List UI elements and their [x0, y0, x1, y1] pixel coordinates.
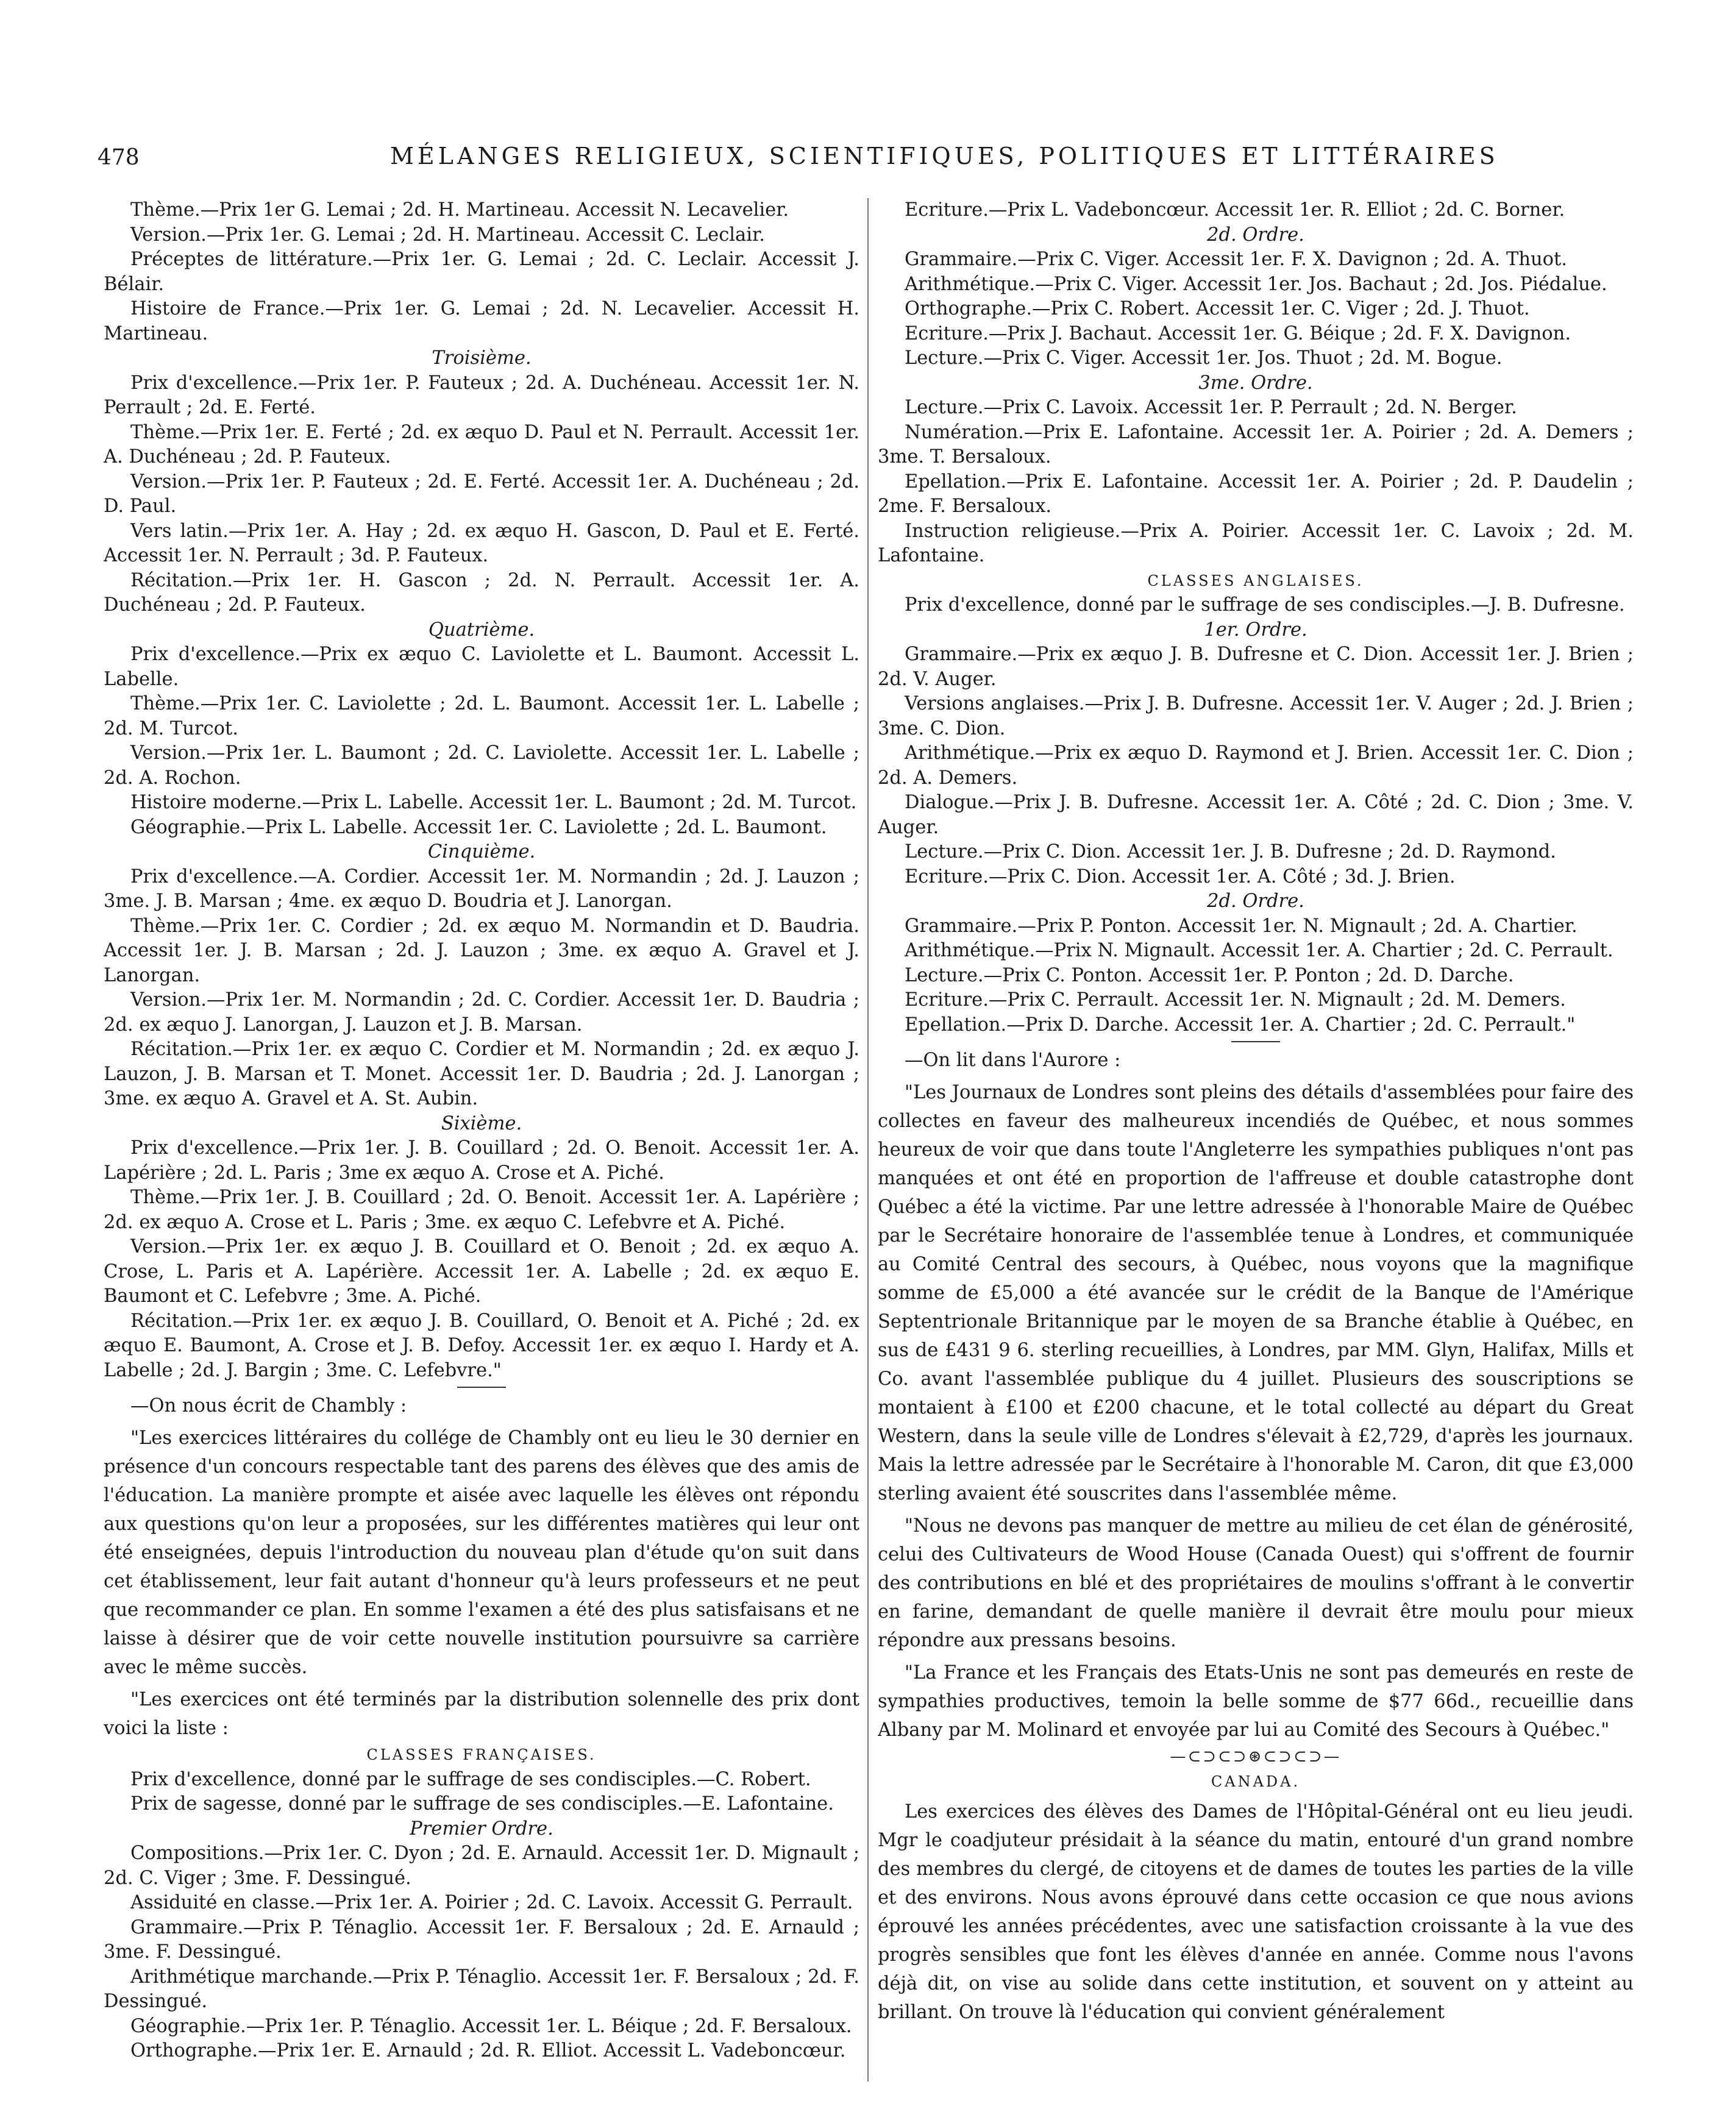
left-prize-entry: Compositions.—Prix 1er. C. Dyon ; 2d. E. Arnauld. Accessit 1er. D. Mignault ; 2d. C. Viger ; 3me. F. Dessingué.	[104, 1843, 859, 1889]
right-section-heading: 3me. Ordre.	[1198, 372, 1313, 394]
right-section-heading: 2d. Ordre.	[1207, 224, 1304, 246]
right-article-paragraph: "Les Journaux de Londres sont pleins des détails d'assemblées pour faire des collectes en faveur des malheureux incendiés de Québec, et nous sommes heureux de voir que dans toute l'Angleterre les sympathies publiques n'ont pas manquées et ont été en proportion de l'affreuse et double catastrophe dont Québec a été la victime. Par une lettre adressée à l'honorable Maire de Québec par le Secrétaire honoraire de l'assemblée tenue à Londres, et communiquée au Comité Central des secours, à Québec, nous voyons que la magnifique somme de £5,000 a été avancée sur le crédit de la Banque de l'Amérique Septentrionale Britannique par le moyen de sa Branche établie à Québec, en sus de £431 9 6. sterling recueillies, à Londres, par MM. Glyn, Halifax, Mills et Co. avant l'assemblée publique du 4 juillet. Plusieurs des souscriptions se montaient à £100 et £200 chacune, et le total collecté au départ du Great Western, dans la seule ville de Londres s'élevait à £2,729, d'après les journaux. Mais la lettre adressée par le Secrétaire à l'honorable M. Caron, dit que £3,000 sterling avaient été souscrites dans l'assemblée même.	[878, 1082, 1634, 1504]
left-prize-entry: Récitation.—Prix 1er. ex æquo J. B. Couillard, O. Benoit et A. Piché ; 2d. ex æquo E. Baumont, A. Crose et J. B. Defoy. Accessit 1er. ex æquo I. Hardy et A. Labelle ; 2d. J. Bargin ; 3me. C. Lefebvre."	[104, 1310, 859, 1381]
right-prize-entry: Prix d'excellence, donné par le suffrage de ses condisciples.—J. B. Dufresne.	[905, 594, 1625, 616]
left-prize-entry: Histoire moderne.—Prix L. Labelle. Accessit 1er. L. Baumont ; 2d. M. Turcot.	[130, 792, 857, 813]
page-header	[98, 140, 1640, 177]
left-article-paragraph: "Les exercices ont été terminés par la distribution solennelle des prix dont voici la liste :	[104, 1689, 859, 1739]
left-prize-entry: Récitation.—Prix 1er. ex æquo C. Cordier et M. Normandin ; 2d. ex æquo J. Lauzon, J. B. Marsan et T. Monet. Accessit 1er. D. Baudria ; 2d. J. Lanorgan ; 3me. ex æquo A. Gravel et A. St. Aubin.	[104, 1039, 859, 1109]
left-prize-entry: Prix d'excellence.—Prix ex æquo C. Laviolette et L. Baumont. Accessit L. Labelle.	[104, 644, 859, 690]
right-prize-entry: Lecture.—Prix C. Dion. Accessit 1er. J. B. Dufresne ; 2d. D. Raymond.	[905, 841, 1556, 862]
right-section-heading: 2d. Ordre.	[1207, 891, 1304, 912]
right-prize-entry: Ecriture.—Prix C. Perrault. Accessit 1er. N. Mignault ; 2d. M. Demers.	[905, 989, 1566, 1011]
right-article-paragraph: "La France et les Français des Etats-Unis ne sont pas demeurés en reste de sympathies productives, temoin la belle somme de $77 66d., recueillie dans Albany par M. Molinard et envoyée par lui au Comité des Secours à Québec."	[878, 1662, 1634, 1741]
right-prize-entry: Versions anglaises.—Prix J. B. Dufresne. Accessit 1er. V. Auger ; 2d. J. Brien ; 3me. C. Dion.	[878, 693, 1634, 739]
left-prize-entry: Récitation.—Prix 1er. H. Gascon ; 2d. N. Perrault. Accessit 1er. A. Duchéneau ; 2d. P. Fauteux.	[104, 569, 859, 616]
right-prize-entry: Grammaire.—Prix P. Ponton. Accessit 1er. N. Mignault ; 2d. A. Chartier.	[905, 915, 1578, 937]
left-prize-entry: Histoire de France.—Prix 1er. G. Lemai ; 2d. N. Lecavelier. Accessit H. Martineau.	[104, 298, 859, 344]
left-section-heading: Premier Ordre.	[410, 1818, 553, 1840]
left-prize-entry: Géographie.—Prix L. Labelle. Accessit 1er. C. Laviolette ; 2d. L. Baumont.	[130, 816, 827, 838]
right-prize-entry: Ecriture.—Prix J. Bachaut. Accessit 1er. G. Béique ; 2d. F. X. Davignon.	[905, 322, 1571, 344]
right-article-paragraph: Les exercices des élèves des Dames de l'Hôpital-Général ont eu lieu jeudi. Mgr le coadjuteur présidait à la séance du matin, entouré d'un grand nombre des membres du clergé, de citoyens et de dames de toutes les parties de la ville et des environs. Nous avons éprouvé dans cette occasion ce que nous avions éprouvé les années précédentes, avec une satisfaction croissante à la vue des progrès sensibles que font les élèves d'année en année. Comme nous l'avons déjà dit, on vise au solide dans cette institution, et souvent on y atteint au brillant. On trouve là l'éducation qui convient généralement	[878, 1801, 1634, 2023]
right-prize-entry: Instruction religieuse.—Prix A. Poirier. Accessit 1er. C. Lavoix ; 2d. M. Lafontaine.	[878, 520, 1634, 566]
right-column	[878, 198, 1634, 2082]
right-article-paragraph: —On lit dans l'Aurore :	[905, 1050, 1121, 1071]
right-caps-heading: CANADA.	[1211, 1772, 1301, 1790]
left-prize-entry: Grammaire.—Prix P. Ténaglio. Accessit 1er. F. Bersaloux ; 2d. E. Arnauld ; 3me. F. Dessingué.	[104, 1916, 859, 1963]
left-prize-entry: Version.—Prix 1er. ex æquo J. B. Couillard et O. Benoit ; 2d. ex æquo A. Crose, L. Paris et A. Lapérière. Accessit 1er. A. Labelle ; 2d. ex æquo E. Baumont et C. Lefebvre ; 3me. A. Piché.	[104, 1236, 859, 1307]
right-prize-entry: Dialogue.—Prix J. B. Dufresne. Accessit 1er. A. Côté ; 2d. C. Dion ; 3me. V. Auger.	[878, 792, 1634, 838]
right-prize-entry: Lecture.—Prix C. Lavoix. Accessit 1er. P. Perrault ; 2d. N. Berger.	[905, 397, 1517, 418]
left-prize-entry: Arithmétique marchande.—Prix P. Ténaglio. Accessit 1er. F. Bersaloux ; 2d. F. Dessingué.	[104, 1966, 859, 2012]
left-prize-entry: Version.—Prix 1er. L. Baumont ; 2d. C. Laviolette. Accessit 1er. L. Labelle ; 2d. A. Rochon.	[104, 742, 859, 789]
left-prize-entry: Prix d'excellence.—Prix 1er. P. Fauteux ; 2d. A. Duchéneau. Accessit 1er. N. Perrault ; 2d. E. Ferté.	[104, 372, 859, 418]
left-section-heading: Sixième.	[441, 1112, 522, 1134]
left-prize-entry: Thème.—Prix 1er. J. B. Couillard ; 2d. O. Benoit. Accessit 1er. A. Lapérière ; 2d. ex æquo A. Crose et L. Paris ; 3me. ex æquo C. Lefebvre et A. Piché.	[104, 1187, 859, 1233]
left-prize-entry: Prix de sagesse, donné par le suffrage de ses condisciples.—E. Lafontaine.	[130, 1793, 834, 1815]
left-section-heading: Cinquième.	[427, 841, 536, 862]
column-divider	[867, 198, 869, 2082]
right-prize-entry: Epellation.—Prix D. Darche. Accessit 1er. A. Chartier ; 2d. C. Perrault."	[905, 1014, 1576, 1036]
right-ornament-divider: —⊂⊃⊂⊃⊛⊂⊃⊂⊃—	[1170, 1747, 1342, 1766]
right-prize-entry: Arithmétique.—Prix N. Mignault. Accessit 1er. A. Chartier ; 2d. C. Perrault.	[905, 940, 1613, 961]
right-prize-entry: Grammaire.—Prix ex æquo J. B. Dufresne et C. Dion. Accessit 1er. J. Brien ; 2d. V. Auger.	[878, 644, 1634, 690]
right-section-heading: 1er. Ordre.	[1204, 619, 1307, 641]
left-prize-entry: Orthographe.—Prix 1er. E. Arnauld ; 2d. R. Elliot. Accessit L. Vadeboncœur.	[130, 2040, 846, 2061]
left-prize-entry: Thème.—Prix 1er. C. Cordier ; 2d. ex æquo M. Normandin et D. Baudria. Accessit 1er. J. B. Marsan ; 2d. J. Lauzon ; 3me. ex æquo A. Gravel et J. Lanorgan.	[104, 915, 859, 986]
left-column	[104, 198, 859, 2082]
right-prize-entry: Numération.—Prix E. Lafontaine. Accessit 1er. A. Poirier ; 2d. A. Demers ; 3me. T. Bersaloux.	[878, 421, 1634, 468]
right-prize-entry: Arithmétique.—Prix C. Viger. Accessit 1er. Jos. Bachaut ; 2d. Jos. Piédalue.	[905, 273, 1607, 295]
right-prize-entry: Grammaire.—Prix C. Viger. Accessit 1er. F. X. Davignon ; 2d. A. Thuot.	[905, 249, 1567, 270]
right-prize-entry: Epellation.—Prix E. Lafontaine. Accessit 1er. A. Poirier ; 2d. P. Daudelin ; 2me. F. Bersaloux.	[878, 471, 1634, 517]
left-prize-entry: Prix d'excellence, donné par le suffrage de ses condisciples.—C. Robert.	[130, 1768, 811, 1790]
newspaper-page	[98, 140, 1640, 2103]
left-section-heading: Troisième.	[432, 347, 532, 369]
left-article-paragraph: —On nous écrit de Chambly :	[130, 1395, 407, 1417]
left-prize-entry: Prix d'excellence.—Prix 1er. J. B. Couillard ; 2d. O. Benoit. Accessit 1er. A. Lapérière ; 2d. L. Paris ; 3me ex æquo A. Crose et A. Piché.	[104, 1137, 859, 1184]
left-prize-entry: Assiduité en classe.—Prix 1er. A. Poirier ; 2d. C. Lavoix. Accessit G. Perrault.	[130, 1892, 853, 1913]
right-prize-entry: Orthographe.—Prix C. Robert. Accessit 1er. C. Viger ; 2d. J. Thuot.	[905, 298, 1530, 319]
running-title: MÉLANGES RELIGIEUX, SCIENTIFIQUES, POLITIQUES ET LITTÉRAIRES	[390, 143, 1499, 169]
right-caps-heading: CLASSES ANGLAISES.	[1147, 572, 1364, 589]
left-prize-entry: Version.—Prix 1er. G. Lemai ; 2d. H. Martineau. Accessit C. Leclair.	[130, 224, 765, 246]
left-caps-heading: CLASSES FRANÇAISES.	[366, 1746, 597, 1763]
left-prize-entry: Thème.—Prix 1er. E. Ferté ; 2d. ex æquo D. Paul et N. Perrault. Accessit 1er. A. Duchéneau ; 2d. P. Fauteux.	[104, 421, 859, 468]
left-prize-entry: Version.—Prix 1er. P. Fauteux ; 2d. E. Ferté. Accessit 1er. A. Duchéneau ; 2d. D. Paul.	[104, 471, 859, 517]
right-article-paragraph: "Nous ne devons pas manquer de mettre au milieu de cet élan de générosité, celui des Cultivateurs de Wood House (Canada Ouest) qui s'offrent de fournir des contributions en blé et des propriétaires de moulins s'offrant à le convertir en farine, demandant de quelle manière il devrait être moulu pour mieux répondre aux pressans besoins.	[878, 1515, 1634, 1651]
right-prize-entry: Ecriture.—Prix C. Dion. Accessit 1er. A. Côté ; 3d. J. Brien.	[905, 866, 1456, 887]
left-prize-entry: Thème.—Prix 1er G. Lemai ; 2d. H. Martineau. Accessit N. Lecavelier.	[130, 199, 789, 221]
left-prize-entry: Prix d'excellence.—A. Cordier. Accessit 1er. M. Normandin ; 2d. J. Lauzon ; 3me. J. B. Marsan ; 4me. ex æquo D. Boudria et J. Lanorgan.	[104, 866, 859, 912]
left-prize-entry: Thème.—Prix 1er. C. Laviolette ; 2d. L. Baumont. Accessit 1er. L. Labelle ; 2d. M. Turcot.	[104, 693, 859, 739]
right-prize-entry: Lecture.—Prix C. Ponton. Accessit 1er. P. Ponton ; 2d. D. Darche.	[905, 964, 1514, 986]
right-separator-rule	[1231, 1041, 1280, 1042]
left-article-paragraph: "Les exercices littéraires du collége de Chambly ont eu lieu le 30 dernier en présence d'un concours respectable tant des parens des élèves que des amis de l'éducation. La manière prompte et aisée avec laquelle les élèves ont répondu aux questions qu'on leur a proposées, sur les différentes matières qui leur ont été enseignées, depuis l'introduction du nouveau plan d'étude qu'on suit dans cet établissement, leur fait autant d'honneur qu'à leurs professeurs et ne peut que recommander ce plan. En somme l'examen a été des plus satisfaisans et ne laisse à désirer que de voir cette nouvelle institution poursuivre sa carrière avec le même succès.	[104, 1427, 859, 1678]
left-prize-entry: Géographie.—Prix 1er. P. Ténaglio. Accessit 1er. L. Béique ; 2d. F. Bersaloux.	[130, 2015, 852, 2037]
page-number: 478	[98, 145, 140, 170]
left-section-heading: Quatrième.	[428, 619, 535, 641]
right-prize-entry: Ecriture.—Prix L. Vadeboncœur. Accessit 1er. R. Elliot ; 2d. C. Borner.	[905, 199, 1565, 221]
left-prize-entry: Préceptes de littérature.—Prix 1er. G. Lemai ; 2d. C. Leclair. Accessit J. Bélair.	[104, 249, 859, 295]
left-prize-entry: Vers latin.—Prix 1er. A. Hay ; 2d. ex æquo H. Gascon, D. Paul et E. Ferté. Accessit 1er. N. Perrault ; 3d. P. Fauteux.	[104, 520, 859, 566]
left-separator-rule	[457, 1387, 506, 1388]
right-prize-entry: Lecture.—Prix C. Viger. Accessit 1er. Jos. Thuot ; 2d. M. Bogue.	[905, 347, 1503, 369]
left-prize-entry: Version.—Prix 1er. M. Normandin ; 2d. C. Cordier. Accessit 1er. D. Baudria ; 2d. ex æquo J. Lanorgan, J. Lauzon et J. B. Marsan.	[104, 989, 859, 1036]
right-prize-entry: Arithmétique.—Prix ex æquo D. Raymond et J. Brien. Accessit 1er. C. Dion ; 2d. A. Demers.	[878, 742, 1634, 789]
